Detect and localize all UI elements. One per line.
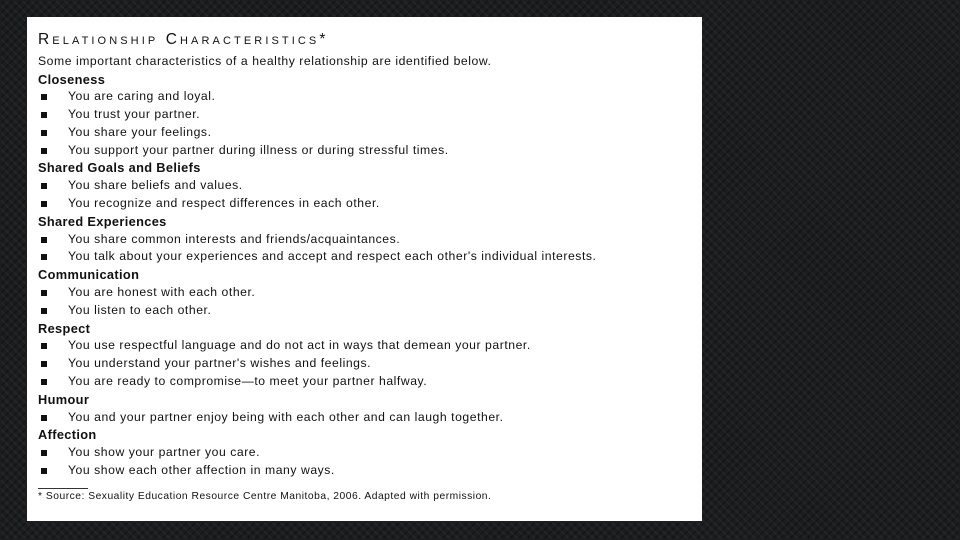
square-bullet-icon (41, 237, 47, 243)
list-item (38, 409, 702, 427)
section-communication (38, 266, 702, 319)
list-item (38, 373, 702, 391)
list-item-text: You show each other affection in many ways. (68, 463, 335, 478)
list-item (38, 444, 702, 462)
section-heading: Shared Goals and Beliefs (38, 160, 201, 176)
list-item (38, 231, 702, 249)
intro-text: Some important characteristics of a healthy relationship are identified below. (38, 54, 492, 68)
square-bullet-icon (41, 112, 47, 118)
list-item (38, 177, 702, 195)
list-item-text: You use respectful language and do not act in ways that demean your partner. (68, 338, 531, 353)
footnote: * Source: Sexuality Education Resource Centre Manitoba, 2006. Adapted with permission. (38, 490, 492, 502)
square-bullet-icon (41, 130, 47, 136)
list-item-text: You share your feelings. (68, 124, 212, 139)
section-humour (38, 391, 702, 427)
square-bullet-icon (41, 379, 47, 385)
list-item (38, 284, 702, 302)
list-item (38, 142, 702, 160)
square-bullet-icon (41, 183, 47, 189)
list-item (38, 106, 702, 124)
section-shared-goals (38, 159, 702, 212)
section-heading: Affection (38, 427, 97, 443)
section-respect (38, 320, 702, 391)
list-item-text: You share beliefs and values. (68, 178, 243, 193)
list-item (38, 302, 702, 320)
list-item-text: You talk about your experiences and accept and respect each other's individual interests. (68, 249, 597, 264)
square-bullet-icon (41, 94, 47, 100)
square-bullet-icon (41, 308, 47, 314)
list-item-text: You recognize and respect differences in each other. (68, 196, 380, 211)
square-bullet-icon (41, 450, 47, 456)
list-item (38, 124, 702, 142)
list-item-text: You understand your partner's wishes and feelings. (68, 356, 372, 371)
list-item-text: You and your partner enjoy being with each other and can laugh together. (68, 409, 504, 424)
square-bullet-icon (41, 468, 47, 474)
document-image (27, 17, 702, 521)
list-item-text: You are honest with each other. (68, 285, 256, 300)
section-heading: Humour (38, 391, 90, 407)
section-heading: Respect (38, 320, 91, 336)
square-bullet-icon (41, 415, 47, 421)
square-bullet-icon (41, 254, 47, 260)
list-item-text: You trust your partner. (68, 107, 201, 122)
list-item-text: You share common interests and friends/acquaintances. (68, 231, 401, 246)
square-bullet-icon (41, 201, 47, 207)
list-item (38, 337, 702, 355)
section-affection (38, 426, 702, 479)
square-bullet-icon (41, 361, 47, 367)
list-item (38, 248, 702, 266)
list-item-text: You show your partner you care. (68, 445, 261, 460)
list-item (38, 195, 702, 213)
section-heading: Closeness (38, 71, 106, 87)
section-shared-experiences (38, 213, 702, 266)
list-item-text: You listen to each other. (68, 302, 212, 317)
square-bullet-icon (41, 343, 47, 349)
section-closeness (38, 71, 702, 160)
section-heading: Communication (38, 267, 140, 283)
square-bullet-icon (41, 290, 47, 296)
document-title: Relationship Characteristics* (38, 31, 329, 48)
square-bullet-icon (41, 148, 47, 154)
list-item (38, 462, 702, 480)
list-item (38, 355, 702, 373)
list-item-text: You are ready to compromise—to meet your partner halfway. (68, 374, 428, 389)
list-item-text: You are caring and loyal. (68, 89, 216, 104)
list-item-text: You support your partner during illness or during stressful times. (68, 142, 449, 157)
section-heading: Shared Experiences (38, 213, 167, 229)
list-item (38, 88, 702, 106)
